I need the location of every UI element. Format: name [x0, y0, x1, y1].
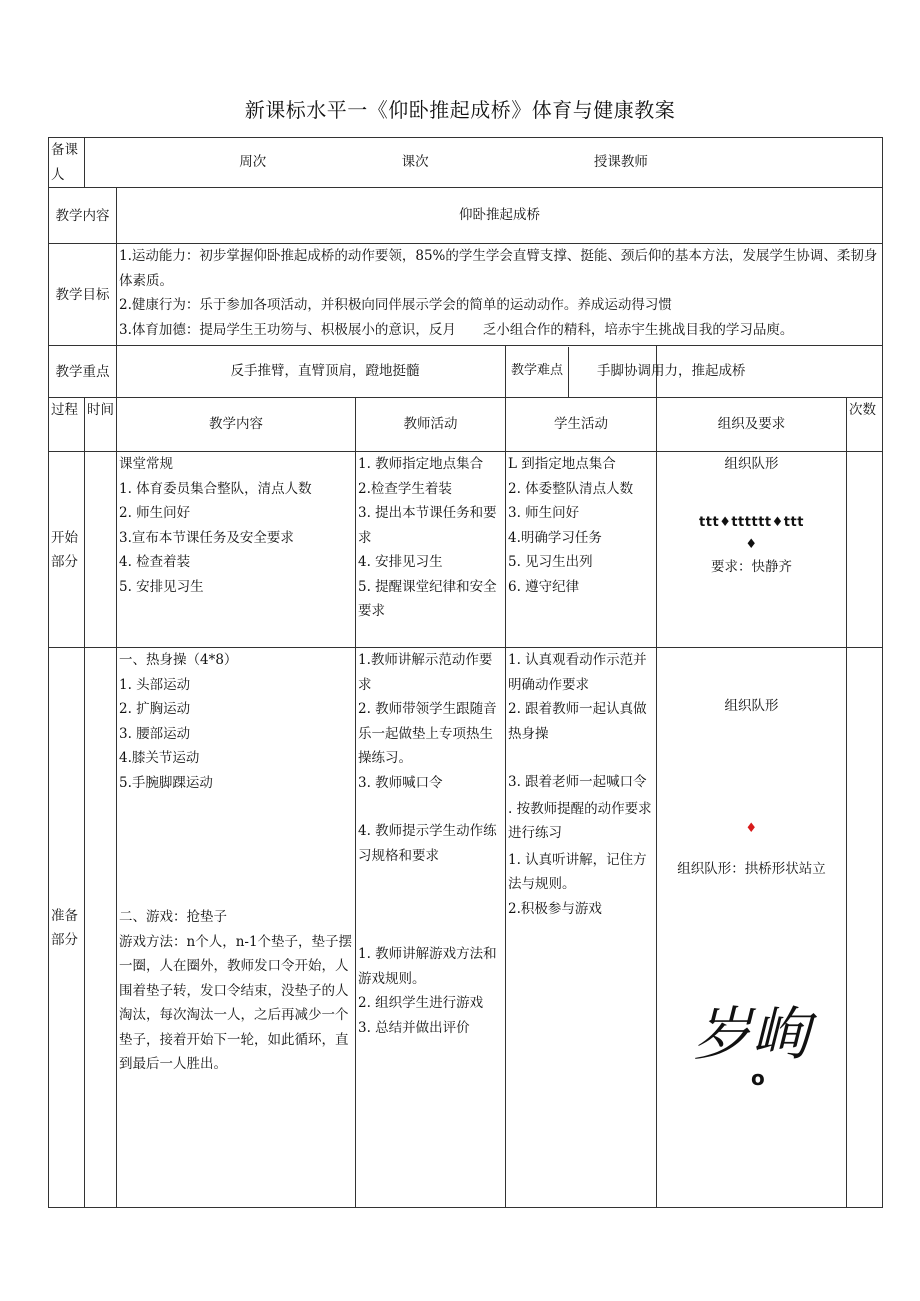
list-item: 2. 教师带领学生跟随音乐一起做垫上专项热生操练习。 [358, 701, 497, 766]
column-header-row [49, 398, 883, 452]
list-item: 1. 认真听讲解，记住方法与规则。 [508, 851, 647, 892]
formation-diagram: ttt♦tttttt♦ttt [699, 514, 804, 530]
list-item: 5. 见习生出列 [508, 554, 593, 570]
objectives-label: 教学目标 [49, 244, 117, 346]
prep-content [117, 648, 356, 1208]
prep-teacher [356, 648, 506, 1208]
game-title: 二、游戏：抢垫子 [119, 909, 227, 925]
requirement-text: 要求：快静齐 [711, 559, 792, 575]
list-item: 1. 头部运动 [119, 676, 191, 693]
lesson-plan-table [48, 137, 883, 1208]
col-process: 过程 [49, 398, 85, 452]
objective-item: 3.体育加德：提局学生王功笏与、枳极展小的意识，反月 乏小组合作的精科，培赤宇生挑战目我的学习品庾。 [119, 321, 794, 338]
list-item: 3. 总结并做出评价 [358, 1019, 470, 1036]
teacher-position-icon: ♦ [745, 537, 758, 552]
list-item: 2. 扩胸运动 [119, 701, 191, 717]
preparer-label: 备课人 [49, 138, 85, 188]
start-student [506, 452, 657, 648]
lesson-label: 课次 [401, 154, 429, 171]
col-time: 时间 [85, 398, 117, 452]
list-item: 4. 安排见习生 [358, 554, 443, 570]
list-item: 1. 教师讲解游戏方法和游戏规则。 [358, 946, 497, 987]
teacher-position-icon: ♦ [745, 820, 758, 836]
list-item: 5.手腕脚踝运动 [119, 774, 213, 791]
list-item: 1. 体育委员集合整队，清点人数 [119, 480, 312, 497]
objective-item: 2.健康行为：乐于参加各项活动，并积极向同伴展示学会的简单的运动动作。养成运动得习惯 [119, 297, 672, 313]
content-row [49, 188, 883, 244]
col-count: 次数 [847, 398, 883, 452]
organization-label: 组织队形 [724, 456, 779, 472]
list-item: 3. 师生问好 [508, 505, 580, 521]
list-item: 1. 认真观看动作示范并明确动作要求 [508, 652, 647, 693]
list-item: 课堂常规 [119, 456, 173, 472]
difficulty-value-cell [597, 346, 883, 398]
content-label: 教学内容 [49, 188, 117, 244]
col-teacher: 教师活动 [356, 398, 506, 452]
teacher-label: 授课教师 [593, 154, 648, 171]
week-label: 周次 [239, 154, 267, 171]
circle-mark: o [751, 1065, 765, 1090]
objectives-list [117, 244, 883, 346]
content-value: 仰卧推起成桥 [117, 188, 883, 244]
list-item: . 按教师提醒的动作要求进行练习 [508, 800, 652, 841]
start-section-row [49, 452, 883, 648]
key-points-label: 教学重点 [49, 346, 117, 398]
list-item: 4. 检查着装 [119, 554, 191, 570]
col-content: 教学内容 [117, 398, 356, 452]
prep-section-row [49, 648, 883, 1208]
difficulty-label: 教学难点 [506, 347, 569, 397]
start-content [117, 452, 356, 648]
page-title: 新课标水平一《仰卧推起成桥》体育与健康教案 [244, 98, 676, 122]
list-item: 5. 安排见习生 [119, 578, 204, 595]
list-item: L 到指定地点集合 [508, 456, 616, 472]
list-item: 2. 师生问好 [119, 505, 191, 521]
list-item: 6. 遵守纪律 [508, 578, 580, 595]
prep-section-label: 准备部分 [49, 648, 85, 1208]
list-item: 1. 教师指定地点集合 [358, 456, 484, 472]
list-item: 4. 教师提示学生动作练习规格和要求 [358, 823, 497, 864]
warmup-title: 一、热身操（4*8） [119, 652, 238, 668]
list-item: 4.膝关节运动 [119, 750, 200, 766]
list-item: 2.检查学生着装 [358, 480, 452, 497]
prep-organization [657, 648, 847, 1208]
handwritten-note: 岁峋 [693, 999, 810, 1068]
difficulty-value: 手脚协调用力，推起成桥 [597, 363, 746, 380]
prep-student [506, 648, 657, 1208]
start-organization [657, 452, 847, 648]
arch-formation-label: 组织队形：拱桥形状站立 [677, 861, 826, 877]
list-item: 3. 跟着老师一起喊口令 [508, 774, 647, 790]
header-row [49, 138, 883, 188]
list-item: 2.积极参与游戏 [508, 900, 602, 917]
list-item: 5. 提醒课堂纪律和安全要求 [358, 578, 497, 619]
start-teacher [356, 452, 506, 648]
objectives-row [49, 244, 883, 346]
list-item: 3. 腰部运动 [119, 725, 191, 742]
list-item: 3. 提出本节课任务和要求 [358, 505, 497, 546]
list-item: 4.明确学习任务 [508, 529, 602, 546]
game-description: 游戏方法：n个人，n-1个垫子，垫子摆一圈，人在圈外，教师发口令开始，人围着垫子转，发口令结束，没垫子的人淘汰，每次淘汰一人，之后再减少一个垫子，接着开始下一轮，如此循环，直到最后一人胜出。 [119, 933, 353, 1072]
list-item: 1.教师讲解示范动作要求 [358, 652, 493, 693]
header-fields [85, 138, 883, 188]
list-item: 2. 体委整队清点人数 [508, 480, 634, 497]
organization-label: 组织队形 [724, 698, 779, 714]
list-item: 3.宣布本节课任务及安全要求 [119, 529, 294, 546]
key-points-row [49, 346, 883, 398]
start-section-label: 开始部分 [49, 452, 85, 648]
key-points-value: 反手推臂，直臂顶肩，蹬地挺髓 [117, 346, 506, 398]
list-item: 2. 跟着教师一起认真做热身操 [508, 701, 647, 742]
col-student: 学生活动 [506, 398, 657, 452]
list-item: 2. 组织学生进行游戏 [358, 995, 484, 1011]
objective-item: 1.运动能力：初步掌握仰卧推起成桥的动作要领，85%的学生学会直臂支撑、挺能、颈后仰的基本方法，发展学生协调、柔韧身体素质。 [119, 248, 878, 289]
list-item: 3. 教师喊口令 [358, 774, 443, 791]
col-organization: 组织及要求 [657, 398, 847, 452]
